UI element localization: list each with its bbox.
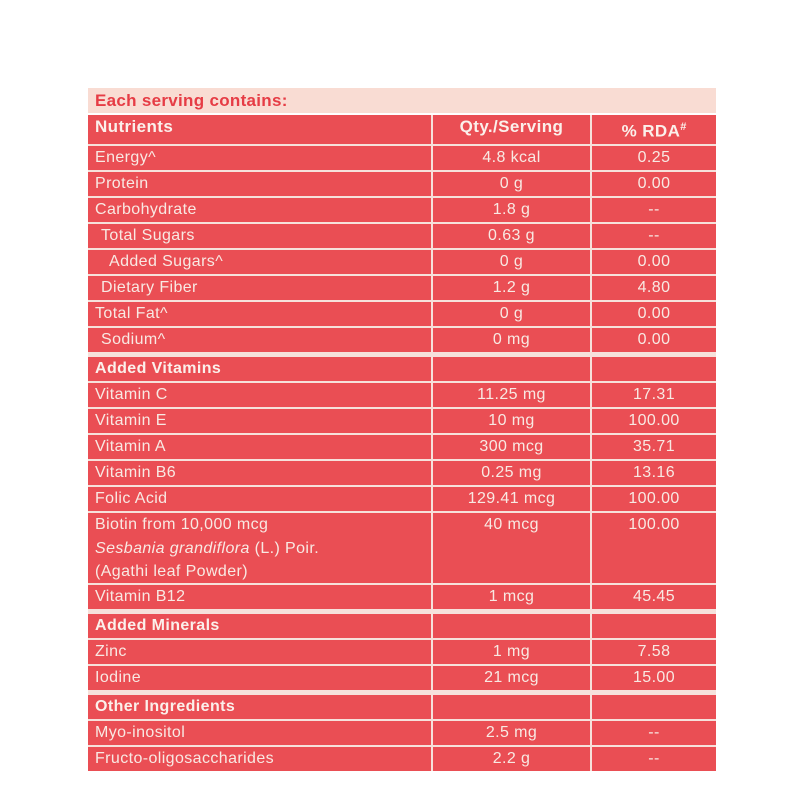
qty-serving-cell: 0 g (433, 302, 590, 326)
qty-serving-cell: 4.8 kcal (433, 146, 590, 170)
table-header-row (88, 115, 716, 144)
qty-serving-cell: 1.2 g (433, 276, 590, 300)
table-row (88, 146, 716, 170)
table-body (88, 146, 716, 771)
rda-percent-cell: 13.16 (592, 461, 716, 485)
nutrient-name-line: (Agathi leaf Powder) (95, 562, 248, 580)
qty-serving-cell (433, 695, 590, 719)
nutrient-name-cell: Vitamin A (88, 435, 431, 459)
rda-percent-cell: 35.71 (592, 435, 716, 459)
table-row (88, 721, 716, 745)
nutrient-name-cell: Total Fat^ (88, 302, 431, 326)
nutrient-name-line: Sesbania grandiflora (L.) Poir. (95, 539, 320, 557)
nutrient-name-cell: Myo-inositol (88, 721, 431, 745)
nutrition-table (88, 115, 716, 771)
rda-percent-cell: 15.00 (592, 666, 716, 690)
rda-percent-cell: 0.25 (592, 146, 716, 170)
header-rda (592, 115, 716, 144)
qty-serving-cell: 300 mcg (433, 435, 590, 459)
qty-serving-cell: 10 mg (433, 409, 590, 433)
rda-percent-cell: 100.00 (592, 409, 716, 433)
rda-percent-cell: 0.00 (592, 250, 716, 274)
rda-percent-cell: -- (592, 721, 716, 745)
table-row (88, 585, 716, 609)
qty-serving-cell: 2.2 g (433, 747, 590, 771)
nutrient-name-cell: Dietary Fiber (88, 276, 431, 300)
table-row (88, 435, 716, 459)
rda-percent-cell: 45.45 (592, 585, 716, 609)
nutrient-name-line: Biotin from 10,000 mcg (95, 515, 269, 533)
nutrient-name-cell: Iodine (88, 666, 431, 690)
header-nutrients: Nutrients (88, 115, 431, 144)
section-header-row (88, 614, 716, 638)
table-row (88, 328, 716, 352)
nutrient-name-cell: Vitamin B12 (88, 585, 431, 609)
nutrient-name-cell: Other Ingredients (88, 695, 431, 719)
rda-percent-cell: 7.58 (592, 640, 716, 664)
qty-serving-cell: 40 mcg (433, 513, 590, 583)
rda-percent-cell: 4.80 (592, 276, 716, 300)
rda-percent-cell (592, 357, 716, 381)
rda-percent-cell (592, 695, 716, 719)
qty-serving-cell: 2.5 mg (433, 721, 590, 745)
table-row (88, 461, 716, 485)
qty-serving-cell: 0.25 mg (433, 461, 590, 485)
nutrient-name-cell: Vitamin B6 (88, 461, 431, 485)
table-row (88, 276, 716, 300)
table-row (88, 640, 716, 664)
nutrition-facts-panel (88, 88, 716, 771)
rda-percent-cell (592, 614, 716, 638)
qty-serving-cell: 11.25 mg (433, 383, 590, 407)
nutrient-name-cell: Vitamin C (88, 383, 431, 407)
nutrient-name-cell: Added Sugars^ (88, 250, 431, 274)
qty-serving-cell (433, 614, 590, 638)
table-row (88, 487, 716, 511)
nutrient-name-cell: Sodium^ (88, 328, 431, 352)
rda-percent-cell: 0.00 (592, 302, 716, 326)
nutrient-name-cell: Fructo-oligosaccharides (88, 747, 431, 771)
serving-title-bar (88, 88, 716, 113)
table-row (88, 198, 716, 222)
section-header-row (88, 357, 716, 381)
nutrient-name-cell: Added Minerals (88, 614, 431, 638)
qty-serving-cell (433, 357, 590, 381)
nutrient-name-cell: Zinc (88, 640, 431, 664)
rda-percent-cell: -- (592, 224, 716, 248)
table-row (88, 513, 716, 583)
rda-percent-cell: 100.00 (592, 487, 716, 511)
qty-serving-cell: 0 g (433, 172, 590, 196)
rda-percent-cell: -- (592, 198, 716, 222)
table-row (88, 224, 716, 248)
header-rda-label: % RDA (621, 121, 681, 141)
table-row (88, 172, 716, 196)
rda-percent-cell: 17.31 (592, 383, 716, 407)
qty-serving-cell: 129.41 mcg (433, 487, 590, 511)
table-row (88, 666, 716, 690)
serving-title-label: Each serving contains: (95, 91, 288, 110)
qty-serving-cell: 0 mg (433, 328, 590, 352)
nutrient-name-cell: Vitamin E (88, 409, 431, 433)
nutrient-name-cell (88, 513, 431, 583)
rda-percent-cell: 0.00 (592, 172, 716, 196)
nutrient-name-cell: Carbohydrate (88, 198, 431, 222)
qty-serving-cell: 0 g (433, 250, 590, 274)
rda-percent-cell: 100.00 (592, 513, 716, 583)
nutrient-name-cell: Added Vitamins (88, 357, 431, 381)
nutrient-name-cell: Protein (88, 172, 431, 196)
rda-percent-cell: -- (592, 747, 716, 771)
qty-serving-cell: 21 mcg (433, 666, 590, 690)
table-row (88, 409, 716, 433)
qty-serving-cell: 1.8 g (433, 198, 590, 222)
qty-serving-cell: 1 mg (433, 640, 590, 664)
header-qty-serving: Qty./Serving (433, 115, 590, 144)
nutrient-name-cell: Total Sugars (88, 224, 431, 248)
section-header-row (88, 695, 716, 719)
table-row (88, 250, 716, 274)
table-row (88, 302, 716, 326)
rda-superscript: # (680, 121, 687, 133)
table-row (88, 383, 716, 407)
nutrient-name-cell: Energy^ (88, 146, 431, 170)
qty-serving-cell: 0.63 g (433, 224, 590, 248)
table-row (88, 747, 716, 771)
qty-serving-cell: 1 mcg (433, 585, 590, 609)
rda-percent-cell: 0.00 (592, 328, 716, 352)
nutrient-name-cell: Folic Acid (88, 487, 431, 511)
